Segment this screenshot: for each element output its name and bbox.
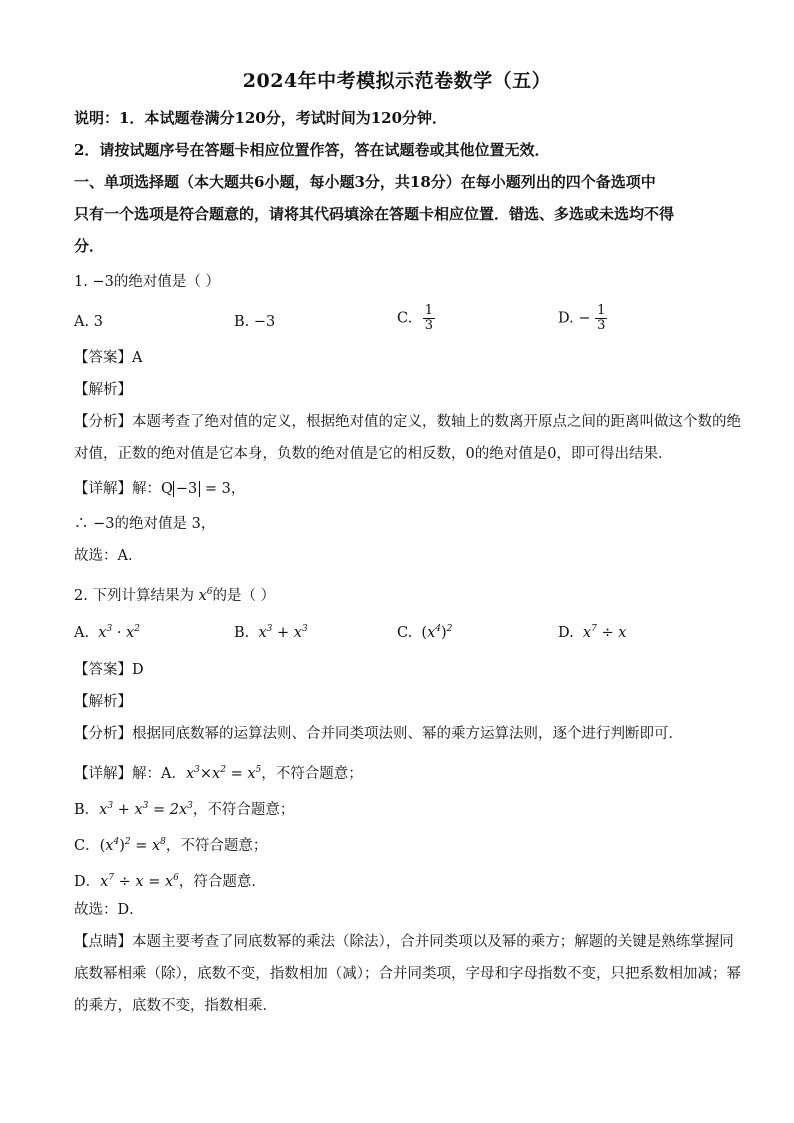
q2-fenxi: 【分析】根据同底数幂的运算法则、合并同类项法则、幂的乘方运算法则，逐个进行判断即可．	[74, 726, 683, 742]
q1-option-a: A. 3	[74, 314, 103, 330]
q2-option-b	[234, 624, 308, 641]
section-heading-line-2: 只有一个选项是符合题意的，请将其代码填涂在答题卡相应位置．错选、多选或未选均不得	[74, 205, 675, 223]
q2-option-a	[74, 624, 140, 641]
q2-option-d	[558, 624, 626, 641]
q1-option-d	[558, 304, 607, 333]
q2-detail-a	[74, 760, 363, 784]
q1-detail-suffix: = 3，	[200, 481, 246, 497]
q1-option-c	[397, 304, 435, 333]
q1-fenxi-line-2: 对值，正数的绝对值是它本身，负数的绝对值是它的相反数，0的绝对值是0，即可得出结果．	[74, 446, 673, 462]
q2-option-d-expression: $x^7 \div x$	[578, 624, 627, 641]
q2-detail-a-expression: $x^3\times x^2 = x^5$	[185, 765, 262, 782]
question-1-stem: 1. −3的绝对值是（ ）	[74, 274, 220, 290]
section-heading-line-3: 分．	[74, 237, 105, 255]
absolute-value-expression: −3	[173, 481, 200, 497]
section-heading-line-1: 一、单项选择题（本大题共6小题，每小题3分，共18分）在每小题列出的四个备选项中	[74, 173, 656, 191]
fraction-numerator: 1	[424, 303, 434, 318]
instruction-note-2: 2．请按试题序号在答题卡相应位置作答，答在试题卷或其他位置无效．	[74, 141, 550, 159]
q1-option-c-label: C.	[397, 310, 413, 327]
q1-fenxi-line-1: 【分析】本题考查了绝对值的定义，根据绝对值的定义，数轴上的数离开原点之间的距离叫做这个数的绝	[74, 414, 741, 430]
q2-option-d-label: D.	[558, 625, 574, 641]
q2-detail-a-suffix: ，不符合题意；	[261, 766, 363, 782]
q1-choice: 故选：A．	[74, 548, 143, 564]
q2-detail-b-prefix: B．	[74, 802, 100, 818]
q2-choice: 故选：D．	[74, 902, 144, 918]
q2-detail-d-prefix: D．	[74, 874, 101, 890]
fraction-denominator: 3	[597, 318, 606, 333]
q2-stem-suffix: 的是（ ）	[212, 588, 276, 604]
q2-option-c	[397, 624, 452, 641]
q1-analysis-heading: 【解析】	[74, 382, 132, 398]
x-power-6: $x^6$	[198, 587, 213, 604]
instruction-note-1: 说明：1．本试题卷满分120分，考试时间为120分钟．	[74, 109, 448, 127]
q2-dianjing-line-2: 底数幂相乘（除），底数不变，指数相加（减）；合并同类项，字母和字母指数不变，只把系数相加减；幂	[74, 966, 741, 982]
q2-option-c-expression: $(x^4)^2$	[421, 624, 453, 641]
q2-dianjing-line-1: 【点睛】本题主要考查了同底数幂的乘法（除法），合并同类项以及幂的乘方；解题的关键是熟练掌握同	[74, 934, 734, 950]
question-2-stem	[74, 582, 275, 606]
q2-detail-b	[74, 796, 294, 820]
q1-option-b: B. −3	[234, 314, 276, 330]
q2-option-c-label: C.	[397, 625, 413, 641]
q1-detail-prefix: 【详解】解：Q	[74, 481, 173, 497]
q1-detail	[74, 479, 245, 499]
q2-analysis-heading: 【解析】	[74, 694, 132, 710]
q2-dianjing-line-3: 的乘方，底数不变，指数相乘．	[74, 998, 277, 1014]
q2-stem-prefix: 2. 下列计算结果为	[74, 588, 194, 604]
q2-detail-b-expression: $x^3 + x^3 = 2x^3$	[99, 801, 193, 818]
q1-option-d-label: D. −	[558, 310, 591, 327]
q2-answer: 【答案】D	[74, 662, 144, 678]
q2-option-a-expression: $x^3 \cdot x^2$	[93, 624, 140, 641]
q2-detail-b-suffix: ，不符合题意；	[192, 802, 295, 818]
fraction-numerator: 1	[597, 303, 606, 318]
q2-detail-c-prefix: C．	[74, 838, 100, 854]
q2-option-b-label: B.	[234, 625, 250, 641]
fraction-denominator: 3	[424, 318, 434, 333]
q2-detail-c-expression: $(x^4)^2 = x^8$	[99, 837, 166, 854]
q1-option-d-fraction	[595, 304, 607, 333]
q2-detail-c-suffix: ，不符合题意；	[165, 838, 268, 854]
q1-therefore: ∴ −3的绝对值是 3，	[74, 516, 216, 532]
q2-detail-d-suffix: ，符合题意．	[178, 874, 266, 890]
q2-detail-c	[74, 832, 267, 856]
page-title: 2024年中考模拟示范卷数学（五）	[242, 70, 552, 92]
q2-detail-prefix: 【详解】解：A．	[74, 766, 186, 782]
q2-option-b-expression: $x^3 + x^3$	[253, 624, 308, 641]
q2-detail-d-expression: $x^7 \div x = x^6$	[100, 873, 179, 890]
q2-detail-d	[74, 868, 266, 892]
q1-answer: 【答案】A	[74, 350, 143, 366]
q2-option-a-label: A.	[74, 625, 90, 641]
q1-option-c-fraction	[423, 304, 435, 333]
